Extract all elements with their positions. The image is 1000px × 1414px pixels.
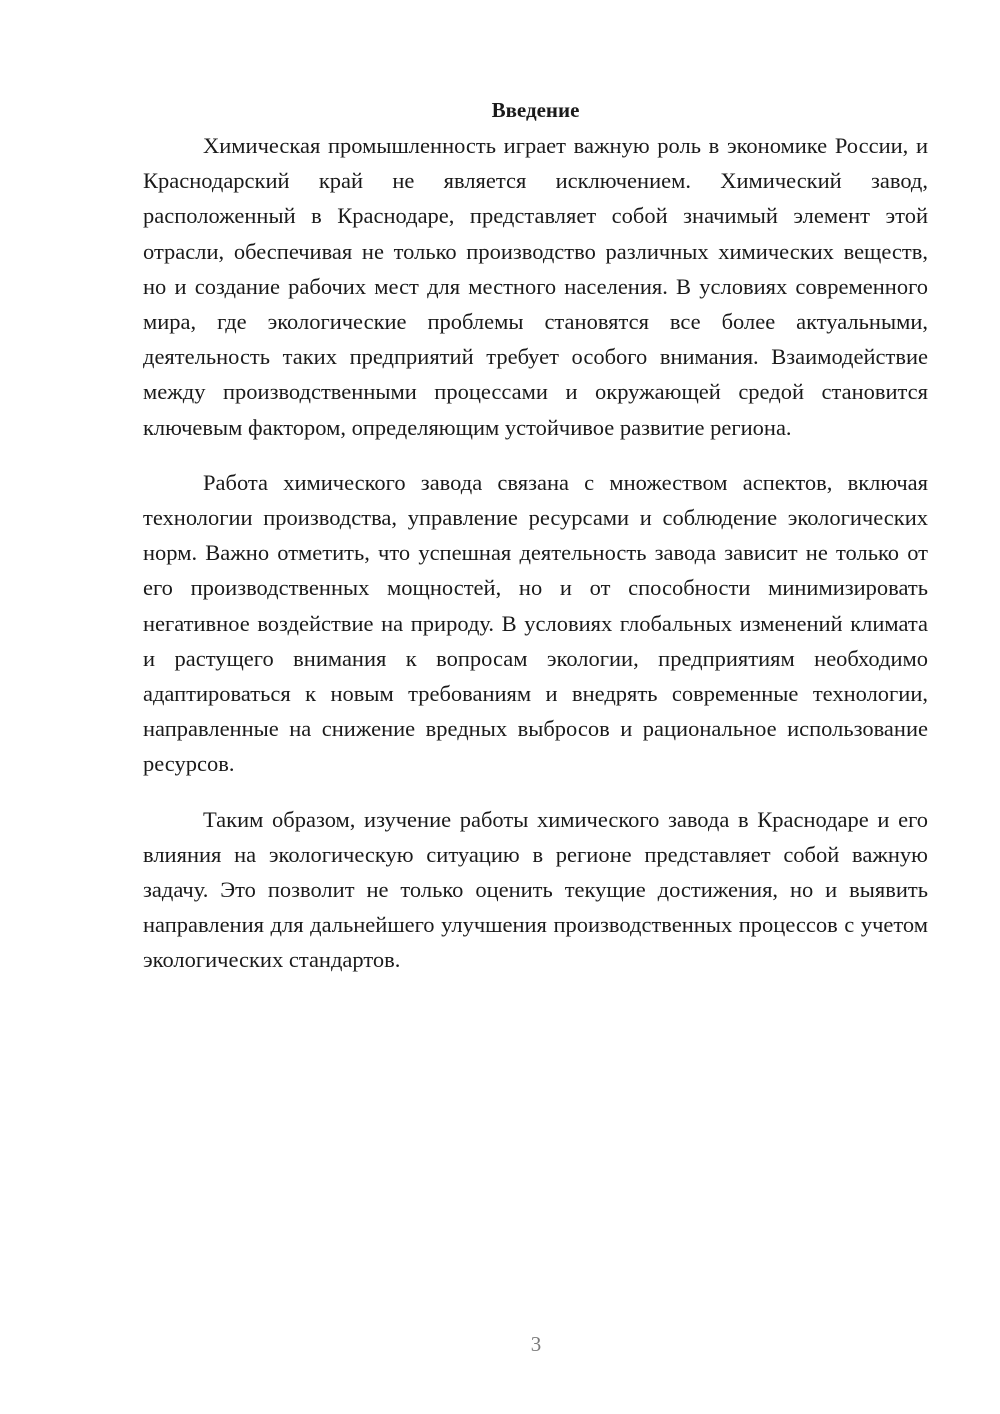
paragraph-1: Химическая промышленность играет важную роль в экономике России, и Краснодарский край не является исключением. Химический завод, расположенный в Краснодаре, представляет собой значимый элемент этой отрасли, обеспечивая не только производство различных химических веществ, но и создание рабочих мест для местного населения. В условиях современного мира, где экологические проблемы становятся все более актуальными, деятельность таких предприятий требует особого внимания. Взаимодействие между производственными процессами и окружающей средой становится ключевым фактором, определяющим устойчивое развитие региона. [143,133,928,440]
section-heading: Введение [491,98,580,122]
page-number: 3 [530,1332,542,1356]
paragraph-3: Таким образом, изучение работы химического завода в Краснодаре и его влияния на экологическую ситуацию в регионе представляет собой важную задачу. Это позволит не только оценить текущие достижения, но и выявить направления для дальнейшего улучшения производственных процессов с учетом экологических стандартов. [143,806,928,973]
page-content [143,93,928,978]
paragraph-2: Работа химического завода связана с множеством аспектов, включая технологии производства, управление ресурсами и соблюдение экологических норм. Важно отметить, что успешная деятельность завода зависит не только от его производственных мощностей, но и от способности минимизировать негативное воздействие на природу. В условиях глобальных изменений климата и растущего внимания к вопросам экологии, предприятиям необходимо адаптироваться к новым требованиям и внедрять современные технологии, направленные на снижение вредных выбросов и рациональное использование ресурсов. [143,469,928,777]
